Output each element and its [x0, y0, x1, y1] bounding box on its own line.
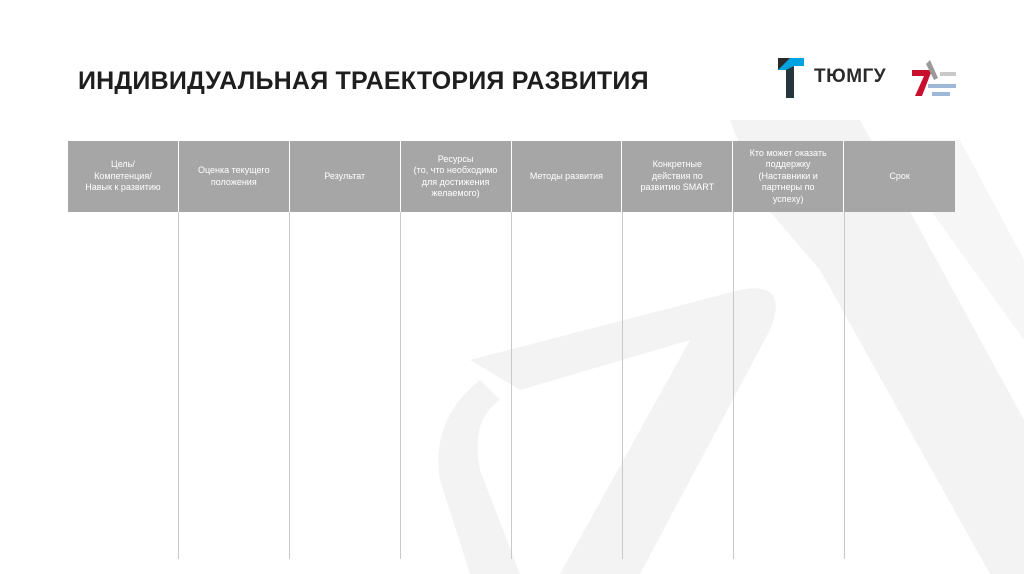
page-title: ИНДИВИДУАЛЬНАЯ ТРАЕКТОРИЯ РАЗВИТИЯ	[78, 67, 649, 95]
column-header-assessment: Оценка текущего положения	[179, 141, 290, 212]
column-header-actions: Конкретные действия по развитию SMART	[622, 141, 733, 212]
table-header-row	[68, 141, 955, 212]
seven-logo-icon	[906, 56, 958, 100]
column-header-result: Результат	[290, 141, 401, 212]
column-header-support: Кто может оказать поддержку (Наставники и партнеры по успеху)	[733, 141, 844, 212]
utmn-t-logo-icon	[776, 54, 806, 100]
column-divider	[289, 212, 290, 559]
column-divider	[178, 212, 179, 559]
logo-text: ТЮМГУ	[814, 66, 887, 87]
column-header-resources: Ресурсы (то, что необходимо для достижения желаемого)	[401, 141, 512, 212]
column-header-methods: Методы развития	[512, 141, 623, 212]
column-divider	[511, 212, 512, 559]
column-divider	[622, 212, 623, 559]
utmn-logo	[776, 54, 886, 100]
column-divider	[400, 212, 401, 559]
column-header-goal: Цель/ Компетенция/ Навык к развитию	[68, 141, 179, 212]
column-header-deadline: Срок	[889, 170, 910, 181]
development-table	[68, 141, 955, 559]
column-divider	[733, 212, 734, 559]
column-divider	[844, 212, 845, 559]
